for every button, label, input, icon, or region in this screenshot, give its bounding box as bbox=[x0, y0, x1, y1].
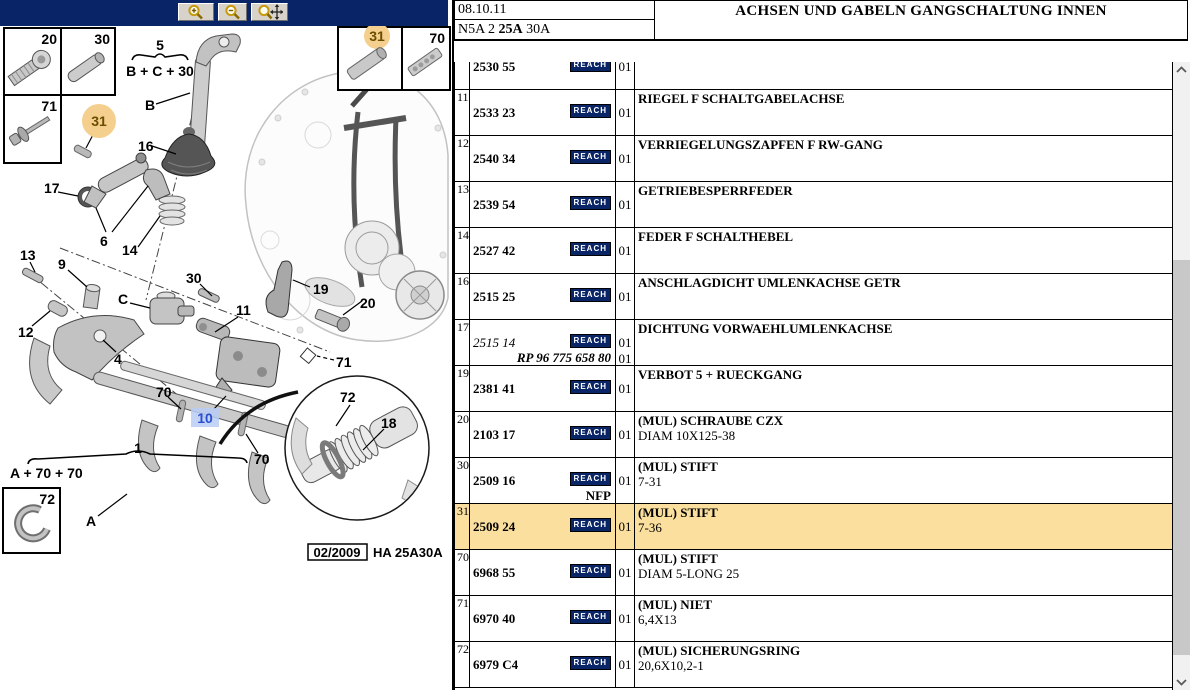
callout-bc30[interactable]: B + C + 30 bbox=[126, 63, 194, 79]
zoom-pan-button[interactable] bbox=[251, 3, 288, 21]
parts-table-viewport bbox=[454, 62, 1173, 690]
callout-70a[interactable]: 70 bbox=[156, 384, 172, 400]
callout-70b[interactable]: 70 bbox=[254, 451, 270, 467]
quantity: 01 bbox=[618, 151, 632, 166]
table-row[interactable] bbox=[455, 642, 1172, 688]
row-ref: 71 bbox=[457, 596, 469, 610]
exploded-diagram bbox=[0, 0, 452, 690]
part-pin-9 bbox=[83, 284, 100, 309]
part-number: 6979 C4 bbox=[473, 657, 519, 672]
reach-button[interactable]: REACH bbox=[570, 610, 611, 624]
part-roller-12 bbox=[46, 299, 69, 318]
code-post: 30A bbox=[522, 22, 551, 37]
zoom-in-button[interactable] bbox=[178, 3, 214, 21]
quantity: 01 bbox=[618, 611, 632, 626]
page-header bbox=[454, 0, 1188, 41]
quantity: 01 bbox=[618, 335, 632, 350]
part-description: (MUL) SCHRAUBE CZX bbox=[638, 413, 784, 428]
quantity: 01 bbox=[618, 62, 632, 74]
table-row[interactable] bbox=[455, 458, 1172, 504]
part-number: 6968 55 bbox=[473, 565, 516, 580]
part-number: 2540 34 bbox=[473, 151, 516, 166]
quantity: 01 bbox=[618, 381, 632, 396]
callout-c[interactable]: C bbox=[118, 291, 129, 307]
reach-button[interactable]: REACH bbox=[570, 564, 611, 578]
part-number: 2381 41 bbox=[473, 381, 516, 396]
callout-a7070[interactable]: A + 70 + 70 bbox=[10, 465, 83, 481]
row-ref: 11 bbox=[457, 90, 469, 104]
partial-row-clip bbox=[455, 62, 1172, 90]
scroll-up-button[interactable] bbox=[1173, 62, 1190, 78]
part-spec: 7-36 bbox=[638, 520, 662, 535]
callout-17[interactable]: 17 bbox=[44, 180, 60, 196]
part-description: RIEGEL F SCHALTGABELACHSE bbox=[638, 91, 845, 106]
model-code bbox=[455, 20, 654, 39]
thumb-label-72: 72 bbox=[39, 491, 55, 507]
table-row[interactable] bbox=[455, 274, 1172, 320]
chevron-up-icon bbox=[1175, 65, 1188, 75]
row-ref: 14 bbox=[457, 228, 469, 242]
part-number: 2509 24 bbox=[473, 519, 516, 534]
part-spec: 7-31 bbox=[638, 474, 662, 489]
part-number: 2515 14 bbox=[473, 335, 516, 350]
magnifier-plus-icon bbox=[186, 4, 206, 20]
callout-1[interactable]: 1 bbox=[134, 440, 142, 456]
part-spec: DIAM 10X125-38 bbox=[638, 428, 736, 443]
magnifier-move-icon bbox=[257, 4, 283, 20]
part-description: (MUL) NIET bbox=[638, 597, 713, 612]
quantity: 01 bbox=[618, 289, 632, 304]
row-ref: 16 bbox=[457, 274, 469, 288]
part-description: (MUL) STIFT bbox=[638, 551, 718, 566]
row-ref: 70 bbox=[457, 550, 469, 564]
row-ref: 13 bbox=[457, 182, 469, 196]
parts-table-rows bbox=[455, 90, 1172, 688]
part-description: ANSCHLAGDICHT UMLENKACHSE GETR bbox=[638, 275, 901, 290]
thumbnail-box-72[interactable] bbox=[3, 488, 60, 553]
reach-button[interactable]: REACH bbox=[570, 196, 611, 210]
callout-31[interactable]: 31 bbox=[91, 113, 107, 129]
part-number: 2527 42 bbox=[473, 243, 516, 258]
callout-4[interactable]: 4 bbox=[114, 351, 122, 367]
callout-13[interactable]: 13 bbox=[20, 247, 36, 263]
part-number: 2539 54 bbox=[473, 197, 516, 212]
chevron-down-icon bbox=[1175, 677, 1188, 687]
scroll-down-button[interactable] bbox=[1173, 674, 1190, 690]
callout-30[interactable]: 30 bbox=[186, 270, 202, 286]
part-number: 6970 40 bbox=[473, 611, 516, 626]
row-ref: 12 bbox=[457, 136, 469, 150]
part-mount-block bbox=[214, 336, 281, 398]
part-spec: DIAM 5-LONG 25 bbox=[638, 566, 740, 581]
table-row[interactable] bbox=[455, 366, 1172, 412]
table-row-partial[interactable] bbox=[455, 62, 1172, 90]
quantity: 01 bbox=[618, 197, 632, 212]
thumb-label-30: 30 bbox=[94, 31, 110, 47]
reach-button[interactable]: REACH bbox=[570, 518, 611, 532]
alt-quantity: 01 bbox=[618, 351, 632, 366]
part-description: (MUL) STIFT bbox=[638, 505, 718, 520]
row-ref: 19 bbox=[457, 366, 469, 380]
table-row[interactable] bbox=[455, 182, 1172, 228]
table-row[interactable] bbox=[455, 412, 1172, 458]
part-note: NFP bbox=[585, 488, 611, 503]
reach-button[interactable]: REACH bbox=[570, 62, 611, 72]
table-row[interactable] bbox=[455, 596, 1172, 642]
callout-18[interactable]: 18 bbox=[381, 415, 397, 431]
quantity: 01 bbox=[618, 565, 632, 580]
row-ref: 31 bbox=[457, 504, 469, 518]
callout-14[interactable]: 14 bbox=[122, 242, 138, 258]
part-number: 2509 16 bbox=[473, 473, 516, 488]
zoom-out-button[interactable] bbox=[218, 3, 247, 21]
part-number: 2103 17 bbox=[473, 427, 516, 442]
quantity: 01 bbox=[618, 657, 632, 672]
brace-5 bbox=[132, 54, 188, 60]
code-bold: 25A bbox=[498, 22, 523, 37]
part-pin-13 bbox=[21, 267, 44, 284]
thumb-label-20: 20 bbox=[41, 31, 57, 47]
part-description: GETRIEBESPERRFEDER bbox=[638, 183, 793, 198]
callout-9[interactable]: 9 bbox=[58, 256, 66, 272]
quantity: 01 bbox=[618, 427, 632, 442]
callout-72[interactable]: 72 bbox=[340, 389, 356, 405]
reach-button[interactable]: REACH bbox=[570, 104, 611, 118]
part-square-71 bbox=[300, 348, 315, 363]
thumbnail-box-20[interactable] bbox=[4, 28, 61, 95]
part-description: DICHTUNG VORWAEHLUMLENKACHSE bbox=[638, 321, 893, 336]
part-description: FEDER F SCHALTHEBEL bbox=[638, 229, 794, 244]
thumb-label-31: 31 bbox=[369, 28, 385, 44]
row-ref: 72 bbox=[457, 642, 469, 656]
callout-10-selected[interactable]: 10 bbox=[197, 410, 213, 426]
callout-20[interactable]: 20 bbox=[360, 295, 376, 311]
thumbnail-box-30[interactable] bbox=[61, 28, 115, 95]
part-number: 2530 55 bbox=[473, 62, 516, 74]
thumb-label-71: 71 bbox=[41, 98, 57, 114]
quantity: 01 bbox=[618, 105, 632, 120]
callout-6[interactable]: 6 bbox=[100, 233, 108, 249]
callout-a[interactable]: A bbox=[86, 513, 97, 529]
part-number: 2533 23 bbox=[473, 105, 516, 120]
row-ref: 17 bbox=[457, 320, 469, 334]
table-row[interactable] bbox=[455, 228, 1172, 274]
magnifier-minus-icon bbox=[223, 4, 243, 20]
part-description: (MUL) STIFT bbox=[638, 459, 718, 474]
thumbnail-box-71[interactable] bbox=[4, 95, 61, 163]
code-pre: N5A 2 bbox=[458, 22, 499, 37]
reach-button[interactable]: REACH bbox=[570, 150, 611, 164]
reach-button[interactable]: REACH bbox=[570, 656, 611, 670]
reach-button[interactable]: REACH bbox=[570, 472, 611, 486]
part-levers-6 bbox=[84, 153, 170, 208]
diagram-footer bbox=[308, 544, 443, 560]
callout-b[interactable]: B bbox=[145, 97, 156, 113]
table-scrollbar[interactable] bbox=[1173, 62, 1190, 690]
row-ref: 30 bbox=[457, 458, 469, 472]
reach-button[interactable]: REACH bbox=[570, 242, 611, 256]
part-pin-31 bbox=[73, 144, 92, 159]
table-row[interactable] bbox=[455, 136, 1172, 182]
quantity: 01 bbox=[618, 473, 632, 488]
quantity: 01 bbox=[618, 243, 632, 258]
quantity: 01 bbox=[618, 519, 632, 534]
part-description: VERBOT 5 + RUECKGANG bbox=[638, 367, 803, 382]
callout-12[interactable]: 12 bbox=[18, 324, 34, 340]
part-spring-14 bbox=[159, 196, 185, 225]
reach-button[interactable]: REACH bbox=[570, 426, 611, 440]
table-row[interactable] bbox=[455, 550, 1172, 596]
part-number: 2515 25 bbox=[473, 289, 516, 304]
part-description: VERRIEGELUNGSZAPFEN F RW-GANG bbox=[638, 137, 883, 152]
thumbnail-box-70[interactable] bbox=[402, 27, 450, 90]
reach-button[interactable]: REACH bbox=[570, 288, 611, 302]
scrollbar-thumb[interactable] bbox=[1173, 260, 1190, 655]
table-row[interactable] bbox=[455, 90, 1172, 136]
part-pin-30 bbox=[197, 288, 220, 304]
footer-date: 02/2009 bbox=[313, 545, 361, 560]
callout-11[interactable]: 11 bbox=[236, 302, 251, 318]
table-row[interactable] bbox=[455, 320, 1172, 366]
thumb-label-70: 70 bbox=[429, 30, 445, 46]
footer-ref: HA 25A30A bbox=[373, 545, 443, 560]
callout-19[interactable]: 19 bbox=[313, 281, 329, 297]
callout-71[interactable]: 71 bbox=[336, 354, 352, 370]
reach-button[interactable]: REACH bbox=[570, 334, 611, 348]
part-description: (MUL) SICHERUNGSRING bbox=[638, 643, 801, 658]
row-ref: 20 bbox=[457, 412, 469, 426]
alt-part-number: RP 96 775 658 80 bbox=[516, 350, 611, 365]
thumbnail-box-31[interactable] bbox=[338, 23, 402, 90]
callout-5[interactable]: 5 bbox=[156, 37, 164, 53]
diagram-toolbar bbox=[0, 0, 448, 26]
part-spec: 6,4X13 bbox=[638, 612, 677, 627]
callout-16[interactable]: 16 bbox=[138, 138, 154, 154]
part-spec: 20,6X10,2-1 bbox=[638, 658, 704, 673]
catalog-date: 08.10.11 bbox=[455, 1, 654, 20]
reach-button[interactable]: REACH bbox=[570, 380, 611, 394]
table-row[interactable] bbox=[455, 504, 1172, 550]
page-title: ACHSEN UND GABELN GANGSCHALTUNG INNEN bbox=[735, 3, 1107, 19]
